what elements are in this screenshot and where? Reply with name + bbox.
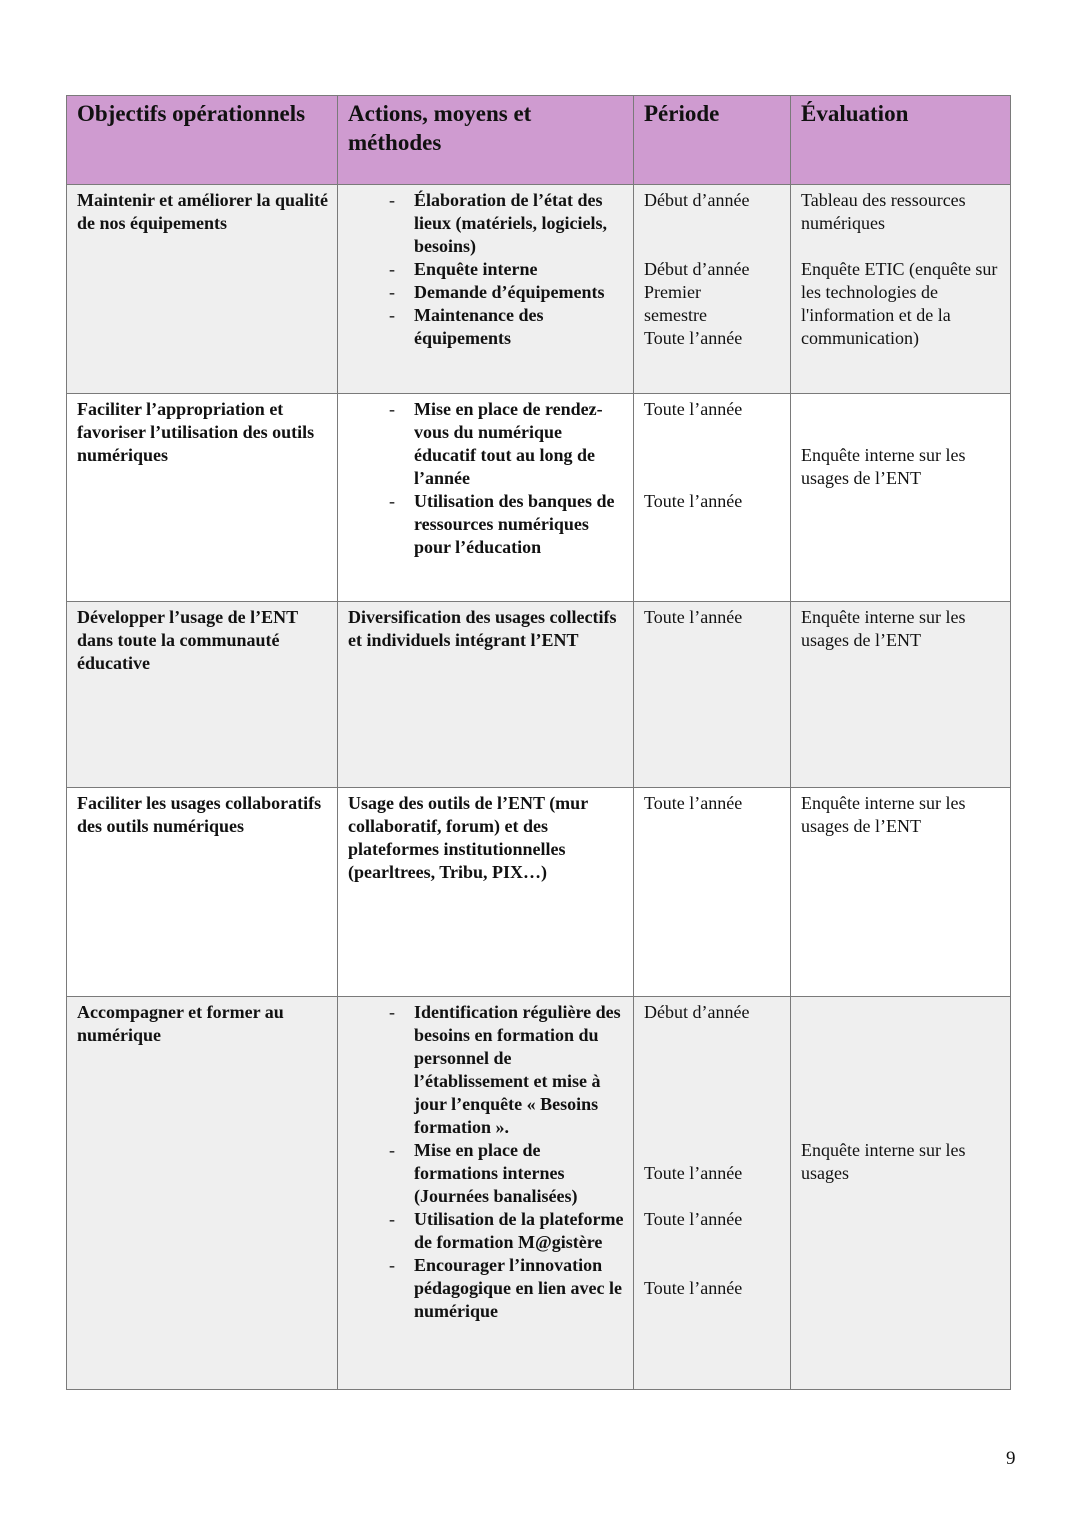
period-text: Début d’année	[644, 190, 750, 210]
actions-cell	[338, 185, 634, 394]
objective-cell: Faciliter les usages collaboratifs des outils numériques	[67, 788, 338, 997]
action-item: - Maintenance des équipements	[348, 304, 624, 350]
evaluation-text: Enquête interne sur les usages de l’ENT	[801, 607, 966, 650]
period-cell	[634, 602, 791, 788]
evaluation-cell	[791, 394, 1011, 602]
header-period: Période	[634, 96, 791, 185]
period-cell	[634, 394, 791, 602]
actions-cell: Usage des outils de l’ENT (mur collaboratif, forum) et des plateformes institutionnelles (pearltrees, Tribu, PIX…)	[338, 788, 634, 997]
evaluation-text: Enquête interne sur les usages de l’ENT	[801, 445, 966, 488]
period-text: Toute l’année	[644, 793, 743, 813]
page-number: 9	[1006, 1448, 1016, 1469]
period-text: Toute l’année	[644, 1209, 743, 1229]
evaluation-text: Enquête ETIC (enquête sur les technologies de l'information et de la communication)	[801, 259, 998, 348]
evaluation-text: Enquête interne sur les usages	[801, 1140, 966, 1183]
action-item: - Utilisation de la plateforme de formation M@gistère	[348, 1208, 624, 1254]
period-text: Toute l’année	[644, 1278, 743, 1298]
table-row	[67, 788, 1011, 997]
objective-cell: Accompagner et former au numérique	[67, 997, 338, 1390]
table-row	[67, 997, 1011, 1390]
actions-cell	[338, 394, 634, 602]
header-evaluation: Évaluation	[791, 96, 1011, 185]
period-text: Premier semestre	[644, 282, 707, 325]
action-item: - Demande d’équipements	[348, 281, 624, 304]
action-item: - Encourager l’innovation pédagogique en lien avec le numérique	[348, 1254, 624, 1323]
table-row	[67, 394, 1011, 602]
action-item: - Mise en place de formations internes (Journées banalisées)	[348, 1139, 624, 1208]
objectives-table	[66, 95, 1011, 1390]
evaluation-text: Enquête interne sur les usages de l’ENT	[801, 793, 966, 836]
objective-cell: Maintenir et améliorer la qualité de nos équipements	[67, 185, 338, 394]
period-cell	[634, 185, 791, 394]
actions-list	[348, 1001, 624, 1323]
actions-list	[348, 398, 624, 559]
objective-cell: Développer l’usage de l’ENT dans toute la communauté éducative	[67, 602, 338, 788]
table-header-row	[67, 96, 1011, 185]
period-cell	[634, 997, 791, 1390]
evaluation-cell	[791, 185, 1011, 394]
period-text: Toute l’année	[644, 491, 743, 511]
period-text: Toute l’année	[644, 1163, 743, 1183]
table-row	[67, 185, 1011, 394]
evaluation-cell	[791, 788, 1011, 997]
action-item: - Élaboration de l’état des lieux (matériels, logiciels, besoins)	[348, 189, 624, 258]
period-text: Début d’année	[644, 259, 750, 279]
period-cell	[634, 788, 791, 997]
period-text: Début d’année	[644, 1002, 750, 1022]
action-item: - Enquête interne	[348, 258, 624, 281]
objective-cell: Faciliter l’appropriation et favoriser l’utilisation des outils numériques	[67, 394, 338, 602]
table-row	[67, 602, 1011, 788]
actions-cell: Diversification des usages collectifs et individuels intégrant l’ENT	[338, 602, 634, 788]
period-text: Toute l’année	[644, 328, 743, 348]
action-item: - Mise en place de rendez-vous du numérique éducatif tout au long de l’année	[348, 398, 624, 490]
period-text: Toute l’année	[644, 607, 743, 627]
action-item: - Identification régulière des besoins en formation du personnel de l’établissement et mise à jour l’enquête « Besoins formation ».	[348, 1001, 624, 1139]
header-actions: Actions, moyens et méthodes	[338, 96, 634, 185]
period-text: Toute l’année	[644, 399, 743, 419]
evaluation-cell	[791, 997, 1011, 1390]
actions-cell	[338, 997, 634, 1390]
evaluation-cell	[791, 602, 1011, 788]
evaluation-text: Tableau des ressources numériques	[801, 190, 966, 233]
actions-list	[348, 189, 624, 350]
header-objectives: Objectifs opérationnels	[67, 96, 338, 185]
action-item: - Utilisation des banques de ressources numériques pour l’éducation	[348, 490, 624, 559]
